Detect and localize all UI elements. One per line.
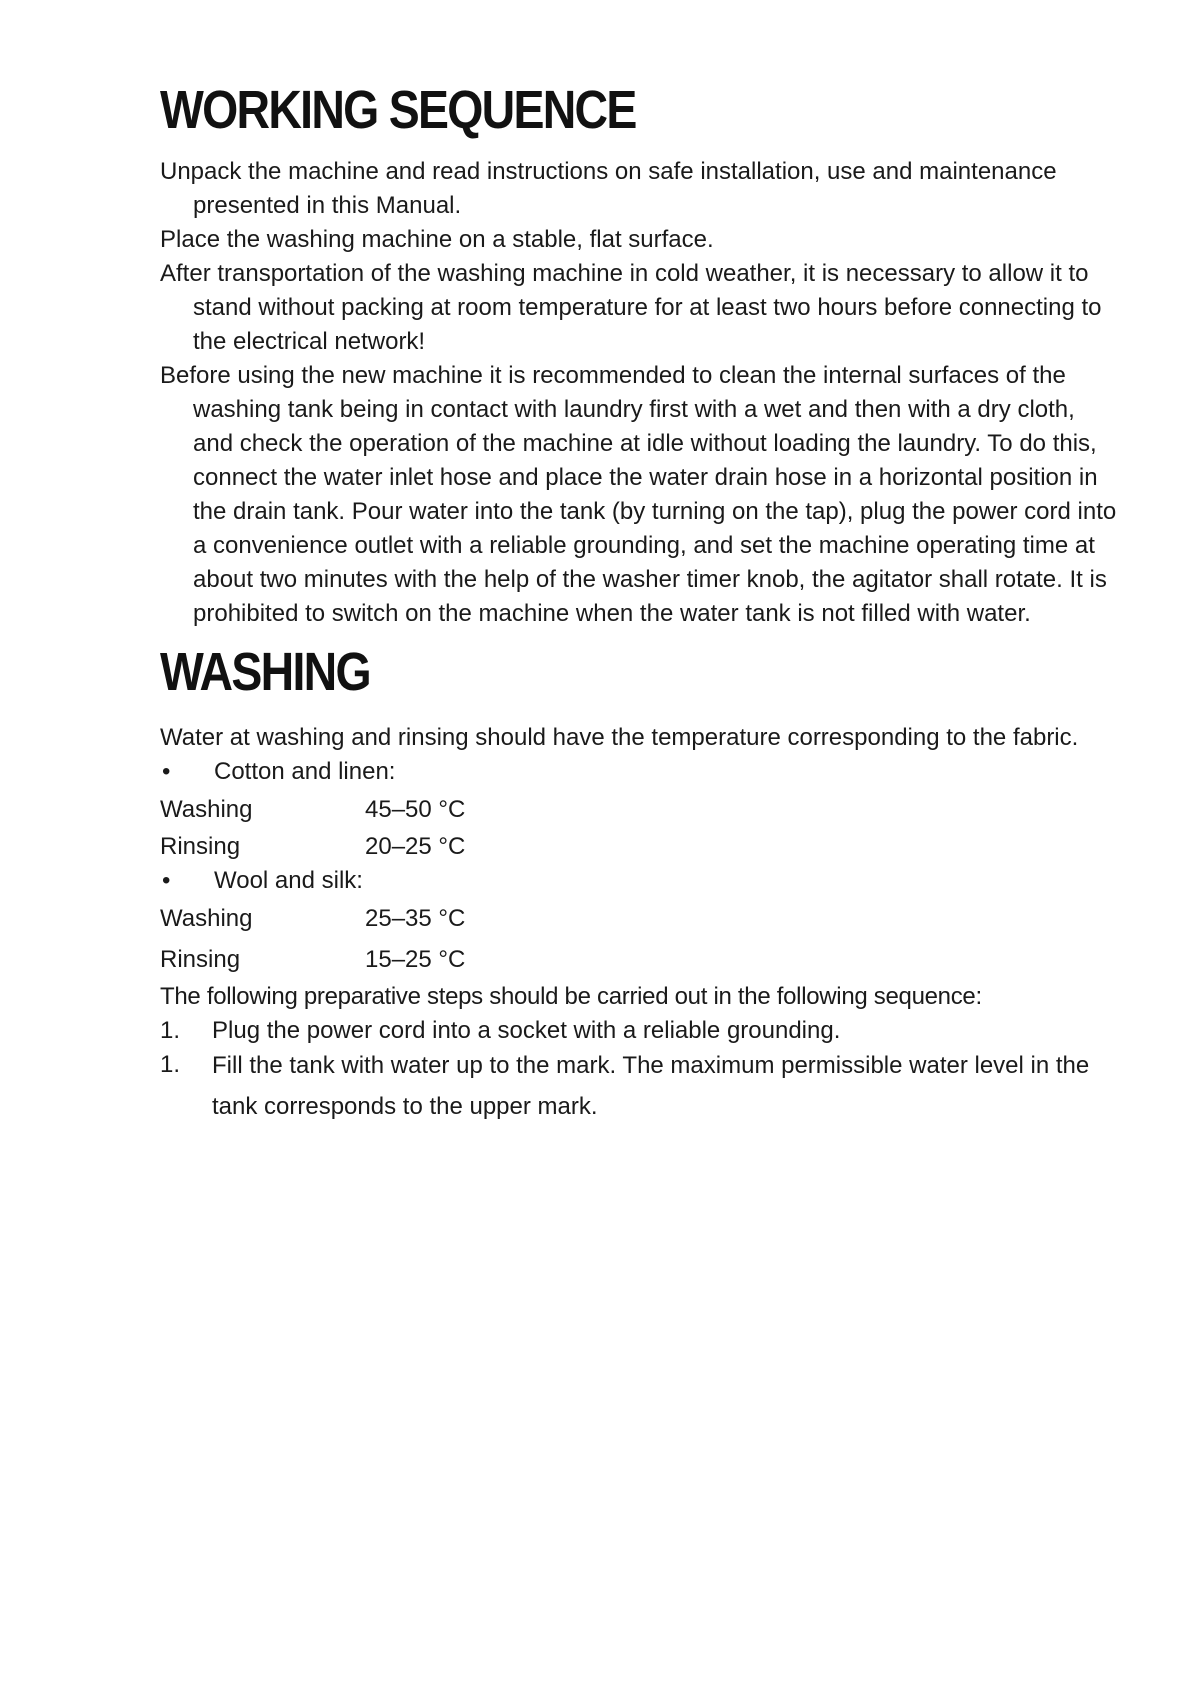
temperature-value: 20–25 °C — [365, 833, 466, 860]
temperature-row — [160, 898, 1120, 939]
bullet-label: Cotton and linen: — [214, 758, 396, 785]
paragraph-place: Place the washing machine on a stable, flat surface. — [160, 226, 714, 253]
step-number: 1. — [160, 1017, 181, 1044]
temperature-label: Rinsing — [160, 946, 241, 973]
temperature-label: Washing — [160, 796, 253, 823]
bullet-label: Wool and silk: — [214, 867, 363, 894]
step-text: Fill the tank with water up to the mark. The maximum permissible water level in the tank corresponds to the upper mark. — [212, 1052, 1090, 1120]
step-item — [160, 1048, 1120, 1127]
temperature-label: Rinsing — [160, 833, 241, 860]
paragraph-unpack: Unpack the machine and read instructions on safe installation, use and maintenance presented in this Manual. — [160, 158, 1057, 219]
temperature-value: 45–50 °C — [365, 796, 466, 823]
step-item — [160, 1014, 1120, 1048]
temperature-row — [160, 830, 1120, 864]
step-text: Plug the power cord into a socket with a reliable grounding. — [212, 1017, 841, 1044]
steps-intro: The following preparative steps should be carried out in the following sequence: — [160, 983, 982, 1010]
temperature-label: Washing — [160, 905, 253, 932]
bullet-cotton-linen — [160, 755, 1120, 789]
manual-page — [160, 70, 1120, 1127]
bullet-wool-silk — [160, 864, 1120, 898]
bullet-mark: • — [162, 867, 171, 894]
temperature-value: 25–35 °C — [365, 905, 466, 932]
temperature-row — [160, 939, 1120, 980]
paragraph-transportation: After transportation of the washing machine in cold weather, it is necessary to allow it to stand without packing at room temperature for at least two hours before connecting to the electrical network! — [160, 260, 1102, 355]
bullet-mark: • — [162, 758, 171, 785]
washing-heading: WASHING — [160, 642, 370, 702]
paragraph-before-using: Before using the new machine it is recommended to clean the internal surfaces of the washing tank being in contact with laundry first with a wet and then with a dry cloth, and check the operation of the machine at idle without loading the laundry. To do this, connect the water inlet hose and place the water drain hose in a horizontal position in the drain tank. Pour water into the tank (by turning on the tap), plug the power cord into a convenience outlet with a reliable grounding, and set the machine operating time at about two minutes with the help of the washer timer knob, the agitator shall rotate. It is prohibited to switch on the machine when the water tank is not filled with water. — [160, 362, 1117, 627]
step-number: 1. — [160, 1051, 181, 1078]
washing-intro: Water at washing and rinsing should have the temperature corresponding to the fabric. — [160, 724, 1079, 751]
working-sequence-heading: WORKING SEQUENCE — [160, 80, 636, 140]
temperature-row — [160, 789, 1120, 830]
temperature-value: 15–25 °C — [365, 946, 466, 973]
